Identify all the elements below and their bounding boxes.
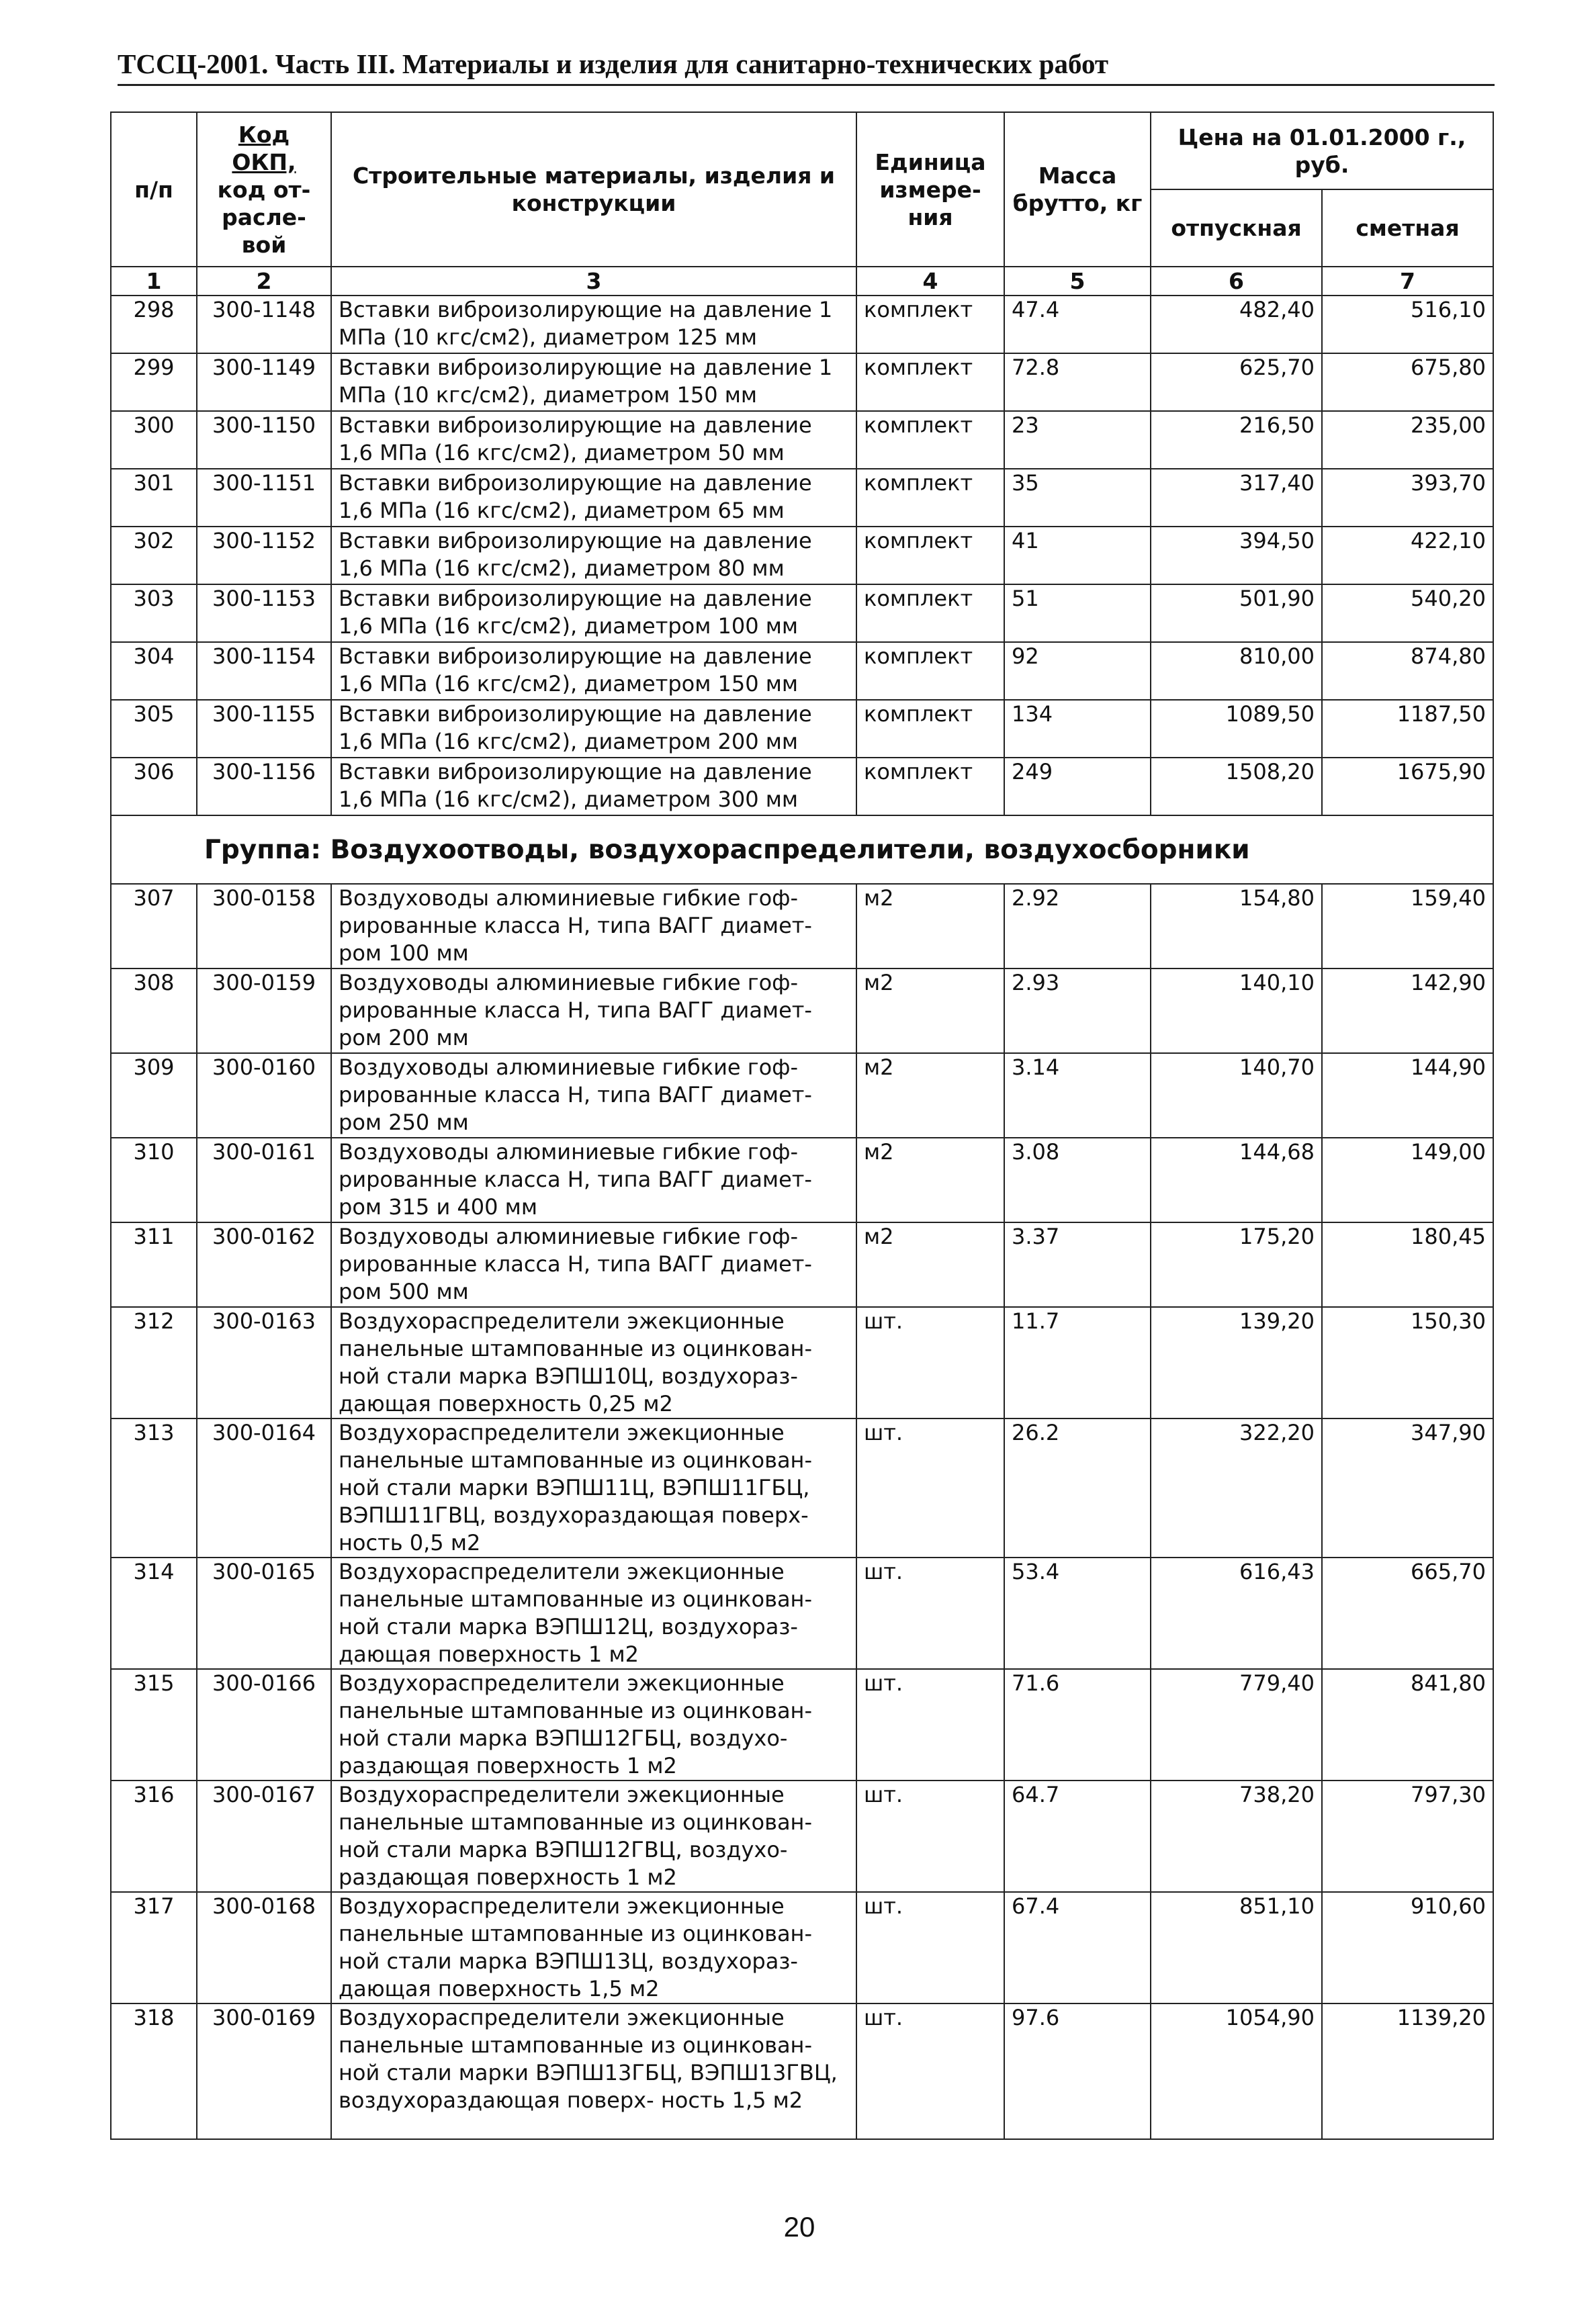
row-name: Воздухораспределители эжекционные панельные штампованные из оцинкован- ной стали марка ВЭПШ12ГБЦ, воздухо- раздающая поверхность 1 м2 [331,1669,856,1781]
table-row [111,1418,1493,1558]
table-row [111,527,1493,584]
table-row [111,969,1493,1053]
row-number: 315 [111,1669,197,1781]
row-name: Воздуховоды алюминиевые гибкие гоф- рированные класса Н, типа ВАГГ диамет- ром 100 мм [331,884,856,969]
row-price-release: 779,40 [1151,1669,1322,1781]
row-mass: 97.6 [1004,2003,1151,2139]
row-mass: 41 [1004,527,1151,584]
col-header-price-release: отпускная [1151,189,1322,267]
row-unit: шт. [856,1669,1004,1781]
row-code: 300-1151 [197,469,331,527]
row-name: Вставки виброизолирующие на давление 1,6 МПа (16 кгс/см2), диаметром 50 мм [331,411,856,469]
column-number: 1 [111,267,197,296]
row-price-release: 394,50 [1151,527,1322,584]
row-unit: комплект [856,584,1004,642]
rows-group-air [111,884,1493,2139]
row-name: Вставки виброизолирующие на давление 1,6 МПа (16 кгс/см2), диаметром 200 мм [331,700,856,758]
column-number: 4 [856,267,1004,296]
row-mass: 67.4 [1004,1892,1151,2003]
row-price-release: 616,43 [1151,1558,1322,1669]
row-code: 300-0159 [197,969,331,1053]
row-mass: 64.7 [1004,1781,1151,1892]
table-row [111,1222,1493,1307]
column-number: 7 [1322,267,1493,296]
row-mass: 35 [1004,469,1151,527]
row-number: 311 [111,1222,197,1307]
row-mass: 3.08 [1004,1138,1151,1222]
table-row [111,700,1493,758]
col-header-code-line5: вой [241,231,287,258]
row-price-estimate: 874,80 [1322,642,1493,700]
table-row [111,1669,1493,1781]
row-price-release: 501,90 [1151,584,1322,642]
row-number: 313 [111,1418,197,1558]
row-mass: 26.2 [1004,1418,1151,1558]
row-number: 305 [111,700,197,758]
row-number: 299 [111,353,197,411]
row-price-estimate: 841,80 [1322,1669,1493,1781]
row-mass: 249 [1004,758,1151,815]
row-unit: шт. [856,1781,1004,1892]
row-price-estimate: 150,30 [1322,1307,1493,1418]
column-number: 5 [1004,267,1151,296]
col-header-code-line4: расле- [222,204,306,230]
row-name: Воздуховоды алюминиевые гибкие гоф- рированные класса Н, типа ВАГГ диамет- ром 500 мм [331,1222,856,1307]
row-name: Вставки виброизолирующие на давление 1,6 МПа (16 кгс/см2), диаметром 65 мм [331,469,856,527]
row-unit: комплект [856,700,1004,758]
table-row [111,642,1493,700]
row-price-release: 1508,20 [1151,758,1322,815]
row-number: 316 [111,1781,197,1892]
row-code: 300-1149 [197,353,331,411]
row-mass: 3.37 [1004,1222,1151,1307]
row-unit: комплект [856,758,1004,815]
group-title-row [111,815,1493,884]
row-unit: комплект [856,411,1004,469]
col-header-code-line1: Код [238,121,290,148]
row-unit: шт. [856,1418,1004,1558]
table-row [111,353,1493,411]
row-unit: комплект [856,642,1004,700]
row-price-release: 1054,90 [1151,2003,1322,2139]
row-number: 314 [111,1558,197,1669]
row-price-estimate: 1675,90 [1322,758,1493,815]
table-row [111,296,1493,353]
row-unit: шт. [856,2003,1004,2139]
row-price-estimate: 159,40 [1322,884,1493,969]
table-row [111,411,1493,469]
row-price-estimate: 1139,20 [1322,2003,1493,2139]
row-price-estimate: 516,10 [1322,296,1493,353]
price-table [110,111,1494,2140]
col-header-mass: Масса брутто, кг [1004,112,1151,267]
row-number: 307 [111,884,197,969]
row-number: 318 [111,2003,197,2139]
row-mass: 2.93 [1004,969,1151,1053]
row-price-estimate: 665,70 [1322,1558,1493,1669]
row-price-release: 625,70 [1151,353,1322,411]
row-unit: шт. [856,1892,1004,2003]
col-header-num: п/п [111,112,197,267]
row-code: 300-0162 [197,1222,331,1307]
row-name: Воздухораспределители эжекционные панельные штампованные из оцинкован- ной стали марки ВЭПШ13ГБЦ, ВЭПШ13ГВЦ, воздухораздающая поверх- ность 1,5 м2 [331,2003,856,2139]
row-name: Воздуховоды алюминиевые гибкие гоф- рированные класса Н, типа ВАГГ диамет- ром 250 мм [331,1053,856,1138]
col-header-unit: Единица измере- ния [856,112,1004,267]
row-unit: комплект [856,296,1004,353]
table-row [111,1138,1493,1222]
row-number: 300 [111,411,197,469]
row-number: 301 [111,469,197,527]
row-price-release: 216,50 [1151,411,1322,469]
row-unit: комплект [856,353,1004,411]
table-row [111,1307,1493,1418]
col-header-code-line3: код от- [217,176,311,203]
row-code: 300-0158 [197,884,331,969]
row-mass: 71.6 [1004,1669,1151,1781]
row-price-estimate: 149,00 [1322,1138,1493,1222]
table-row [111,1053,1493,1138]
row-name: Вставки виброизолирующие на давление 1,6 МПа (16 кгс/см2), диаметром 150 мм [331,642,856,700]
row-name: Воздуховоды алюминиевые гибкие гоф- рированные класса Н, типа ВАГГ диамет- ром 315 и 400 мм [331,1138,856,1222]
row-price-release: 482,40 [1151,296,1322,353]
row-code: 300-0165 [197,1558,331,1669]
row-price-estimate: 393,70 [1322,469,1493,527]
row-name: Вставки виброизолирующие на давление 1,6 МПа (16 кгс/см2), диаметром 300 мм [331,758,856,815]
col-header-code-line2: ОКП, [232,148,296,175]
row-price-estimate: 235,00 [1322,411,1493,469]
row-price-estimate: 142,90 [1322,969,1493,1053]
row-unit: комплект [856,527,1004,584]
table-row [111,584,1493,642]
row-name: Воздухораспределители эжекционные панельные штампованные из оцинкован- ной стали марка ВЭПШ10Ц, воздухораз- дающая поверхность 0,25 м2 [331,1307,856,1418]
row-code: 300-0167 [197,1781,331,1892]
row-mass: 3.14 [1004,1053,1151,1138]
row-number: 308 [111,969,197,1053]
col-header-price: Цена на 01.01.2000 г., руб. [1151,112,1493,189]
row-price-release: 322,20 [1151,1418,1322,1558]
row-number: 306 [111,758,197,815]
row-code: 300-0164 [197,1418,331,1558]
row-price-estimate: 1187,50 [1322,700,1493,758]
row-price-estimate: 675,80 [1322,353,1493,411]
column-number: 2 [197,267,331,296]
row-number: 304 [111,642,197,700]
table-row [111,1558,1493,1669]
row-mass: 11.7 [1004,1307,1151,1418]
row-mass: 72.8 [1004,353,1151,411]
row-code: 300-1150 [197,411,331,469]
row-mass: 51 [1004,584,1151,642]
table-row [111,1892,1493,2003]
row-name: Вставки виброизолирующие на давление 1,6 МПа (16 кгс/см2), диаметром 80 мм [331,527,856,584]
row-price-release: 738,20 [1151,1781,1322,1892]
row-price-estimate: 797,30 [1322,1781,1493,1892]
row-code: 300-1156 [197,758,331,815]
row-code: 300-1152 [197,527,331,584]
row-number: 310 [111,1138,197,1222]
row-unit: шт. [856,1307,1004,1418]
row-price-estimate: 910,60 [1322,1892,1493,2003]
row-price-estimate: 347,90 [1322,1418,1493,1558]
row-mass: 134 [1004,700,1151,758]
row-price-estimate: 540,20 [1322,584,1493,642]
table-row [111,469,1493,527]
row-price-estimate: 180,45 [1322,1222,1493,1307]
row-price-release: 851,10 [1151,1892,1322,2003]
row-name: Воздуховоды алюминиевые гибкие гоф- рированные класса Н, типа ВАГГ диамет- ром 200 мм [331,969,856,1053]
row-name: Вставки виброизолирующие на давление 1 МПа (10 кгс/см2), диаметром 125 мм [331,296,856,353]
page-header-title: ТССЦ-2001. Часть III. Материалы и изделия для санитарно-технических работ [118,44,1495,86]
table-header-row [111,112,1493,189]
row-code: 300-1154 [197,642,331,700]
row-code: 300-0166 [197,1669,331,1781]
row-price-estimate: 144,90 [1322,1053,1493,1138]
row-number: 302 [111,527,197,584]
row-code: 300-1155 [197,700,331,758]
page-number: 20 [783,2211,815,2243]
row-code: 300-0163 [197,1307,331,1418]
row-name: Воздухораспределители эжекционные панельные штампованные из оцинкован- ной стали марки ВЭПШ11Ц, ВЭПШ11ГБЦ, ВЭПШ11ГВЦ, воздухораздающая поверх- ность 0,5 м2 [331,1418,856,1558]
row-number: 317 [111,1892,197,2003]
row-code: 300-0169 [197,2003,331,2139]
row-price-release: 1089,50 [1151,700,1322,758]
col-header-name: Строительные материалы, изделия и конструкции [331,112,856,267]
row-unit: комплект [856,469,1004,527]
row-name: Вставки виброизолирующие на давление 1 МПа (10 кгс/см2), диаметром 150 мм [331,353,856,411]
row-name: Воздухораспределители эжекционные панельные штампованные из оцинкован- ной стали марка ВЭПШ12Ц, воздухораз- дающая поверхность 1 м2 [331,1558,856,1669]
row-price-release: 144,68 [1151,1138,1322,1222]
column-number: 3 [331,267,856,296]
row-number: 312 [111,1307,197,1418]
row-number: 298 [111,296,197,353]
group-title: Группа: Воздухоотводы, воздухораспределители, воздухосборники [111,815,1493,884]
row-code: 300-0168 [197,1892,331,2003]
col-header-price-estimate: сметная [1322,189,1493,267]
row-price-release: 317,40 [1151,469,1322,527]
rows-group-inserts [111,296,1493,815]
column-numbers-row [111,267,1493,296]
row-mass: 47.4 [1004,296,1151,353]
row-number: 309 [111,1053,197,1138]
row-mass: 2.92 [1004,884,1151,969]
row-mass: 53.4 [1004,1558,1151,1669]
table-row [111,758,1493,815]
row-price-release: 810,00 [1151,642,1322,700]
row-name: Воздухораспределители эжекционные панельные штампованные из оцинкован- ной стали марка ВЭПШ13Ц, воздухораз- дающая поверхность 1,5 м2 [331,1892,856,2003]
row-unit: м2 [856,1138,1004,1222]
row-price-release: 140,70 [1151,1053,1322,1138]
row-mass: 23 [1004,411,1151,469]
row-unit: м2 [856,884,1004,969]
row-code: 300-1148 [197,296,331,353]
row-unit: м2 [856,1222,1004,1307]
table-row [111,2003,1493,2139]
row-price-release: 140,10 [1151,969,1322,1053]
row-number: 303 [111,584,197,642]
row-unit: м2 [856,1053,1004,1138]
row-price-release: 175,20 [1151,1222,1322,1307]
row-code: 300-0160 [197,1053,331,1138]
column-number: 6 [1151,267,1322,296]
row-unit: м2 [856,969,1004,1053]
row-code: 300-0161 [197,1138,331,1222]
row-price-release: 139,20 [1151,1307,1322,1418]
row-unit: шт. [856,1558,1004,1669]
table-row [111,884,1493,969]
row-price-release: 154,80 [1151,884,1322,969]
row-mass: 92 [1004,642,1151,700]
row-code: 300-1153 [197,584,331,642]
col-header-code [197,112,331,267]
row-name: Вставки виброизолирующие на давление 1,6 МПа (16 кгс/см2), диаметром 100 мм [331,584,856,642]
row-name: Воздухораспределители эжекционные панельные штампованные из оцинкован- ной стали марка ВЭПШ12ГВЦ, воздухо- раздающая поверхность 1 м2 [331,1781,856,1892]
table-row [111,1781,1493,1892]
row-price-estimate: 422,10 [1322,527,1493,584]
